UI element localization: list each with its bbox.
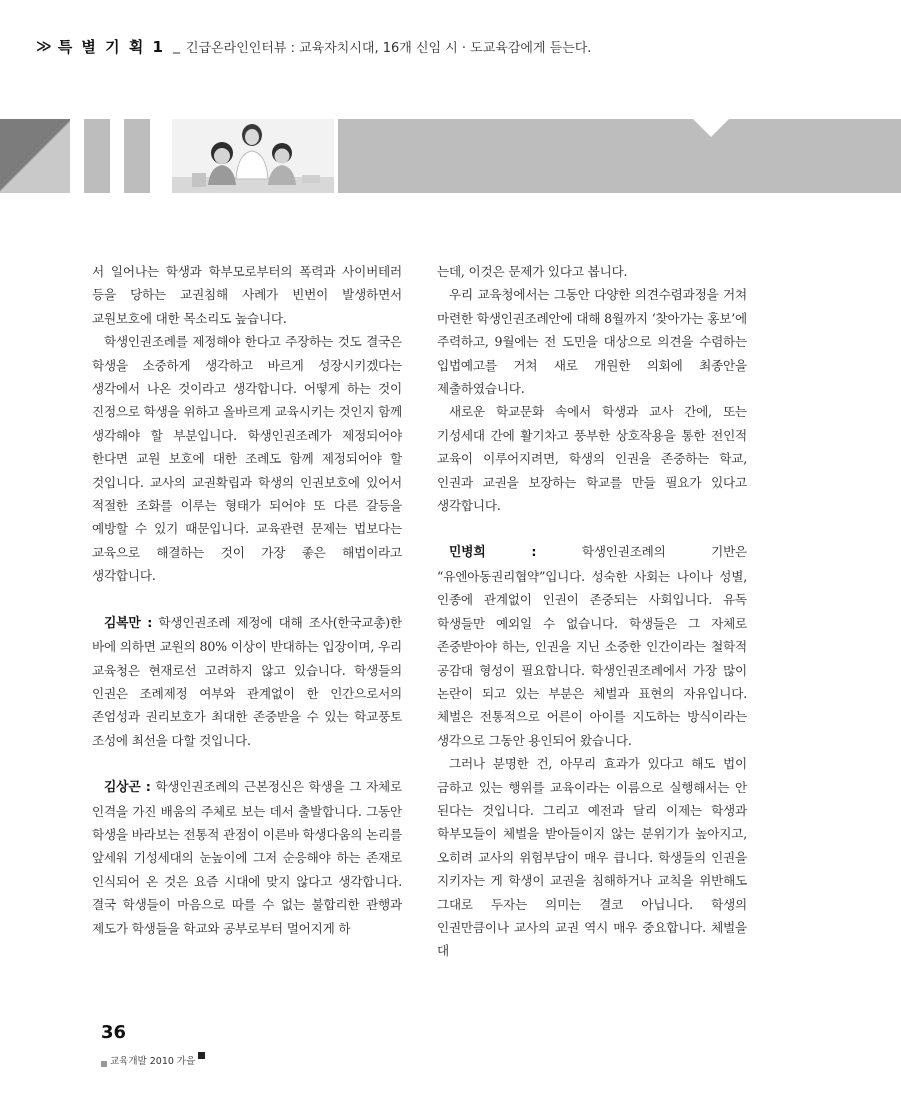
speaker-name: 김복만 :: [104, 615, 153, 631]
footer-square-light: [101, 1061, 107, 1067]
page-number: 36: [101, 1022, 127, 1043]
photo-illustration: [172, 119, 334, 193]
paragraph: 그러나 분명한 건, 아무리 효과가 있다고 해도 법이 금하고 있는 행위를 교육이라는 이름으로 실행해서는 안 된다는 것입니다. 그리고 예전과 달리 이제는 학생과 학부모들이 체벌을 받아들이지 않는 분위기가 높아지고, 오히려 교사의 위험부담이 매우 큽니다. 학생들의 인권을 지키자는 게 학생이 교권을 침해하거나 교칙을 위반해도 그대로 두자는 의미는 결코 아닙니다. 학생의 인권만큼이나 교사의 교권 역시 매우 중요합니다. 체벌을 대: [437, 756, 747, 959]
footer: [101, 1052, 205, 1067]
footer-publication: 교육개발 2010 가을: [110, 1056, 196, 1067]
paragraph: 서 일어나는 학생과 학부모로부터의 폭력과 사이버테러 등을 당하는 교권침해 사례가 빈번이 발생하면서 교원보호에 대한 목소리도 높습니다.: [92, 264, 402, 326]
decorative-banner: [0, 119, 901, 193]
banner-bar-wide: [338, 119, 901, 193]
double-chevron-icon: ≫: [36, 37, 52, 55]
family-photo: [172, 119, 334, 193]
left-column: [92, 260, 402, 940]
right-column: [437, 260, 747, 963]
paragraph: 학생인권조례를 제정해야 한다고 주장하는 것도 결국은 학생을 소중하게 생각하고 바르게 성장시키겠다는 생각에서 나온 것이라고 생각합니다. 어떻게 하는 것이 진정으로 학생을 위하고 올바르게 교육시키는 것인지 함께 생각해야 할 부분입니다. 학생인권조례가 제정되어야 한다면 교원 보호에 대한 조례도 함께 제정되어야 할 것입니다. 교사의 교권확립과 학생의 인권보호에 있어서 적절한 조화를 이루는 형태가 되어야 또 다른 갈등을 예방할 수 있기 때문입니다. 교육관련 문제는 법보다는 교육으로 해결하는 것이 가장 좋은 해법이라고 생각합니다.: [92, 334, 402, 584]
footer-square-dark: [198, 1052, 205, 1059]
running-header: [36, 34, 591, 58]
answer-text: 학생인권조례의 기반은 “유엔아동권리협약”입니다. 성숙한 사회는 나이나 성별, 인종에 관계없이 인권이 존중되는 사회입니다. 유독 학생들만 예외일 수 없습니다. 학생들은 그 자체로 존중받아야 하는, 인권을 지닌 소중한 인간이라는 철학적 공감대 형성이 필요합니다. 학생인권조례에서 가장 많이 논란이 되고 있는 부분은 체벌과 표현의 자유입니다. 체벌은 전통적으로 어른이 아이를 지도하는 방식이라는 생각으로 그동안 용인되어 왔습니다.: [437, 544, 747, 748]
answer-text: 학생인권조례 제정에 대해 조사(한국교총)한 바에 의하면 교원의 80% 이상이 반대하는 입장이며, 우리 교육청은 현재로선 고려하지 않고 있습니다. 학생들의 인권은 조례제정 여부와 관계없이 한 인간으로서의 존엄성과 권리보호가 최대한 존중받을 수 있는 학교풍토 조성에 최선을 다할 것입니다.: [92, 614, 402, 748]
paragraph: 는데, 이것은 문제가 있다고 봅니다.: [437, 264, 628, 279]
speaker-answer: [92, 611, 402, 752]
banner-bar: [84, 119, 110, 193]
paragraph: 새로운 학교문화 속에서 학생과 교사 간에, 또는 기성세대 간에 활기차고 풍부한 상호작용을 통한 전인적 교육이 이루어지려면, 학생의 인권을 존중하는 학교, 인권과 교권을 보장하는 학교를 만들 필요가 있다고 생각합니다.: [437, 404, 747, 514]
banner-notch: [693, 119, 729, 137]
banner-bar: [124, 119, 150, 193]
paragraph: 우리 교육청에서는 그동안 다양한 의견수렴과정을 거쳐 마련한 학생인권조례안에 대해 8월까지 ‘찾아가는 홍보’에 주력하고, 9월에는 전 도민을 대상으로 의견을 수렴하는 입법예고를 거쳐 새로 개원한 의회에 최종안을 제출하였습니다.: [437, 287, 747, 397]
speaker-answer: [437, 540, 747, 752]
speaker-answer: [92, 775, 402, 940]
banner-triangle: [0, 119, 70, 193]
section-label: 특 별 기 획 1: [57, 37, 165, 56]
article-title: 긴급온라인인터뷰 : 교육자치시대, 16개 신임 시 · 도교육감에게 듣는다.: [186, 40, 592, 56]
answer-text: 학생인권조례의 근본정신은 학생을 그 자체로 인격을 가진 배움의 주체로 보는 데서 출발합니다. 그동안 학생을 바라보는 전통적 관점이 이른바 학생다움의 논리를 앞세워 기성세대의 눈높이에 그저 순응해야 하는 존재로 인식되어 온 것은 요즘 시대에 맞지 않다고 생각합니다. 결국 학생들이 마음으로 따를 수 없는 불합리한 관행과 제도가 학생들을 학교와 공부로부터 멀어지게 하: [92, 779, 402, 936]
speaker-name: 김상곤 :: [104, 780, 151, 796]
header-separator: _: [173, 38, 180, 54]
speaker-name: 민병희 :: [449, 545, 537, 561]
